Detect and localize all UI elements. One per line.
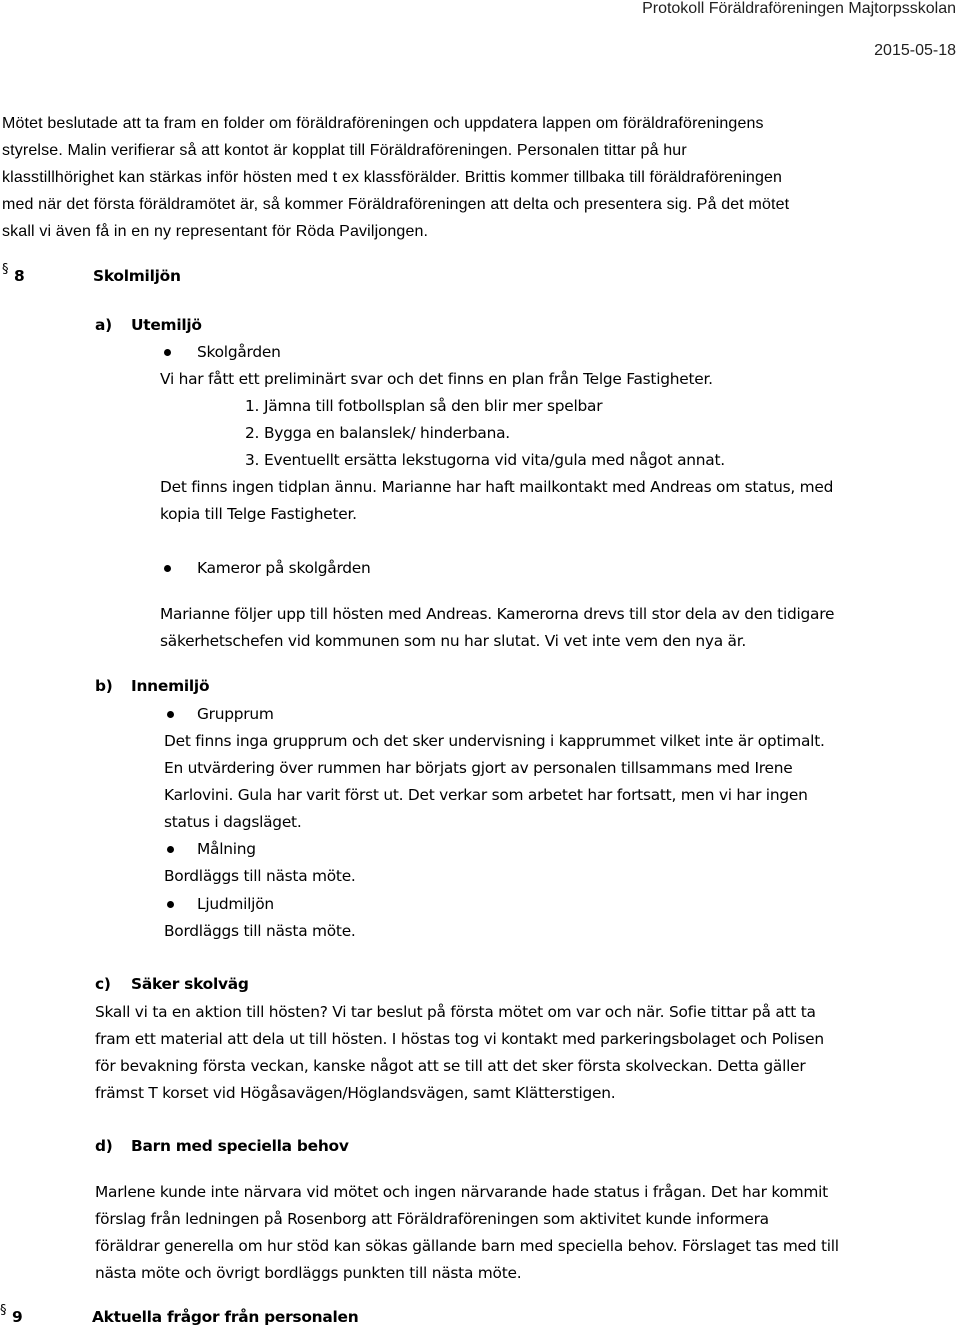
bullet-heading: Målning bbox=[197, 840, 256, 858]
section-number: 8 bbox=[14, 267, 25, 285]
list-item: Bygga en balanslek/ hinderbana. bbox=[264, 424, 510, 442]
subsection-title: Innemiljö bbox=[131, 677, 210, 695]
section-title: Skolmiljön bbox=[93, 267, 181, 285]
bullet-heading: Ljudmiljön bbox=[197, 895, 274, 913]
body-line: kopia till Telge Fastigheter. bbox=[160, 505, 357, 523]
body-line: Bordläggs till nästa möte. bbox=[164, 922, 356, 940]
list-item: Eventuellt ersätta lekstugorna vid vita/gula med något annat. bbox=[264, 451, 725, 469]
bullet-icon bbox=[167, 901, 174, 908]
subsection-label: b) bbox=[95, 677, 113, 695]
bullet-heading: Skolgården bbox=[197, 343, 281, 361]
body-line: främst T korset vid Högåsavägen/Höglandsvägen, samt Klätterstigen. bbox=[95, 1084, 616, 1102]
body-line: föräldrar generella om hur stöd kan sökas gällande barn med speciella behov. Förslaget tas med till bbox=[95, 1237, 839, 1255]
section-symbol: § bbox=[0, 1303, 7, 1318]
body-line: En utvärdering över rummen har börjats gjort av personalen tillsammans med Irene bbox=[164, 759, 793, 777]
subsection-label: a) bbox=[95, 316, 112, 334]
body-line: fram ett material att dela ut till hösten. I höstas tog vi kontakt med parkeringsbolaget och Polisen bbox=[95, 1030, 824, 1048]
subsection-title: Utemiljö bbox=[131, 316, 202, 334]
body-line: Marianne följer upp till hösten med Andreas. Kamerorna drevs till stor dela av den tidigare bbox=[160, 605, 835, 623]
body-line: Bordläggs till nästa möte. bbox=[164, 867, 356, 885]
intro-line: klasstillhörighet kan stärkas inför hösten med t ex klassförälder. Brittis kommer tillbaka till föräldraföreningen bbox=[2, 169, 783, 186]
section-title: Aktuella frågor från personalen bbox=[92, 1308, 359, 1326]
section-symbol: § bbox=[2, 262, 9, 277]
bullet-heading: Kameror på skolgården bbox=[197, 559, 371, 577]
bullet-icon bbox=[164, 565, 171, 572]
intro-line: styrelse. Malin verifierar så att kontot är kopplat till Föräldraföreningen. Personalen tittar på hur bbox=[2, 142, 687, 159]
intro-line: med när det första föräldramötet är, så kommer Föräldraföreningen att delta och presentera sig. På det mötet bbox=[2, 196, 790, 213]
body-line: förslag från ledningen på Rosenborg att Föräldraföreningen som aktivitet kunde informera bbox=[95, 1210, 769, 1228]
body-line: nästa möte och övrigt bordläggs punkten till nästa möte. bbox=[95, 1264, 522, 1282]
bullet-icon bbox=[167, 846, 174, 853]
list-number: 2. bbox=[245, 424, 260, 442]
body-line: Karlovini. Gula har varit först ut. Det verkar som arbetet har fortsatt, men vi har ingen bbox=[164, 786, 808, 804]
body-line: säkerhetschefen vid kommunen som nu har slutat. Vi vet inte vem den nya är. bbox=[160, 632, 747, 650]
bullet-icon bbox=[167, 711, 174, 718]
intro-line: skall vi även få in en ny representant för Röda Paviljongen. bbox=[2, 223, 429, 240]
list-number: 1. bbox=[245, 397, 260, 415]
document-header-title: Protokoll Föräldraföreningen Majtorpsskolan bbox=[642, 0, 956, 17]
list-item: Jämna till fotbollsplan så den blir mer spelbar bbox=[264, 397, 603, 415]
bullet-heading: Grupprum bbox=[197, 705, 274, 723]
body-line: Marlene kunde inte närvara vid mötet och ingen närvarande hade status i frågan. Det har kommit bbox=[95, 1183, 828, 1201]
body-line: Vi har fått ett preliminärt svar och det finns en plan från Telge Fastigheter. bbox=[160, 370, 713, 388]
body-line: Skall vi ta en aktion till hösten? Vi tar beslut på första mötet om var och när. Sofie tittar på att ta bbox=[95, 1003, 816, 1021]
subsection-title: Säker skolväg bbox=[131, 975, 249, 993]
document-header-date: 2015-05-18 bbox=[874, 42, 956, 59]
subsection-title: Barn med speciella behov bbox=[131, 1137, 349, 1155]
section-number: 9 bbox=[12, 1308, 23, 1326]
intro-line: Mötet beslutade att ta fram en folder om föräldraföreningen och uppdatera lappen om föräldraföreningens bbox=[2, 115, 764, 132]
body-line: Det finns ingen tidplan ännu. Marianne har haft mailkontakt med Andreas om status, med bbox=[160, 478, 834, 496]
body-line: för bevakning första veckan, kanske något att se till att det sker första skolveckan. Detta gäller bbox=[95, 1057, 806, 1075]
list-number: 3. bbox=[245, 451, 260, 469]
body-line: status i dagsläget. bbox=[164, 813, 302, 831]
subsection-label: d) bbox=[95, 1137, 113, 1155]
subsection-label: c) bbox=[95, 975, 111, 993]
bullet-icon bbox=[164, 349, 171, 356]
body-line: Det finns inga grupprum och det sker undervisning i kapprummet vilket inte är optimalt. bbox=[164, 732, 825, 750]
